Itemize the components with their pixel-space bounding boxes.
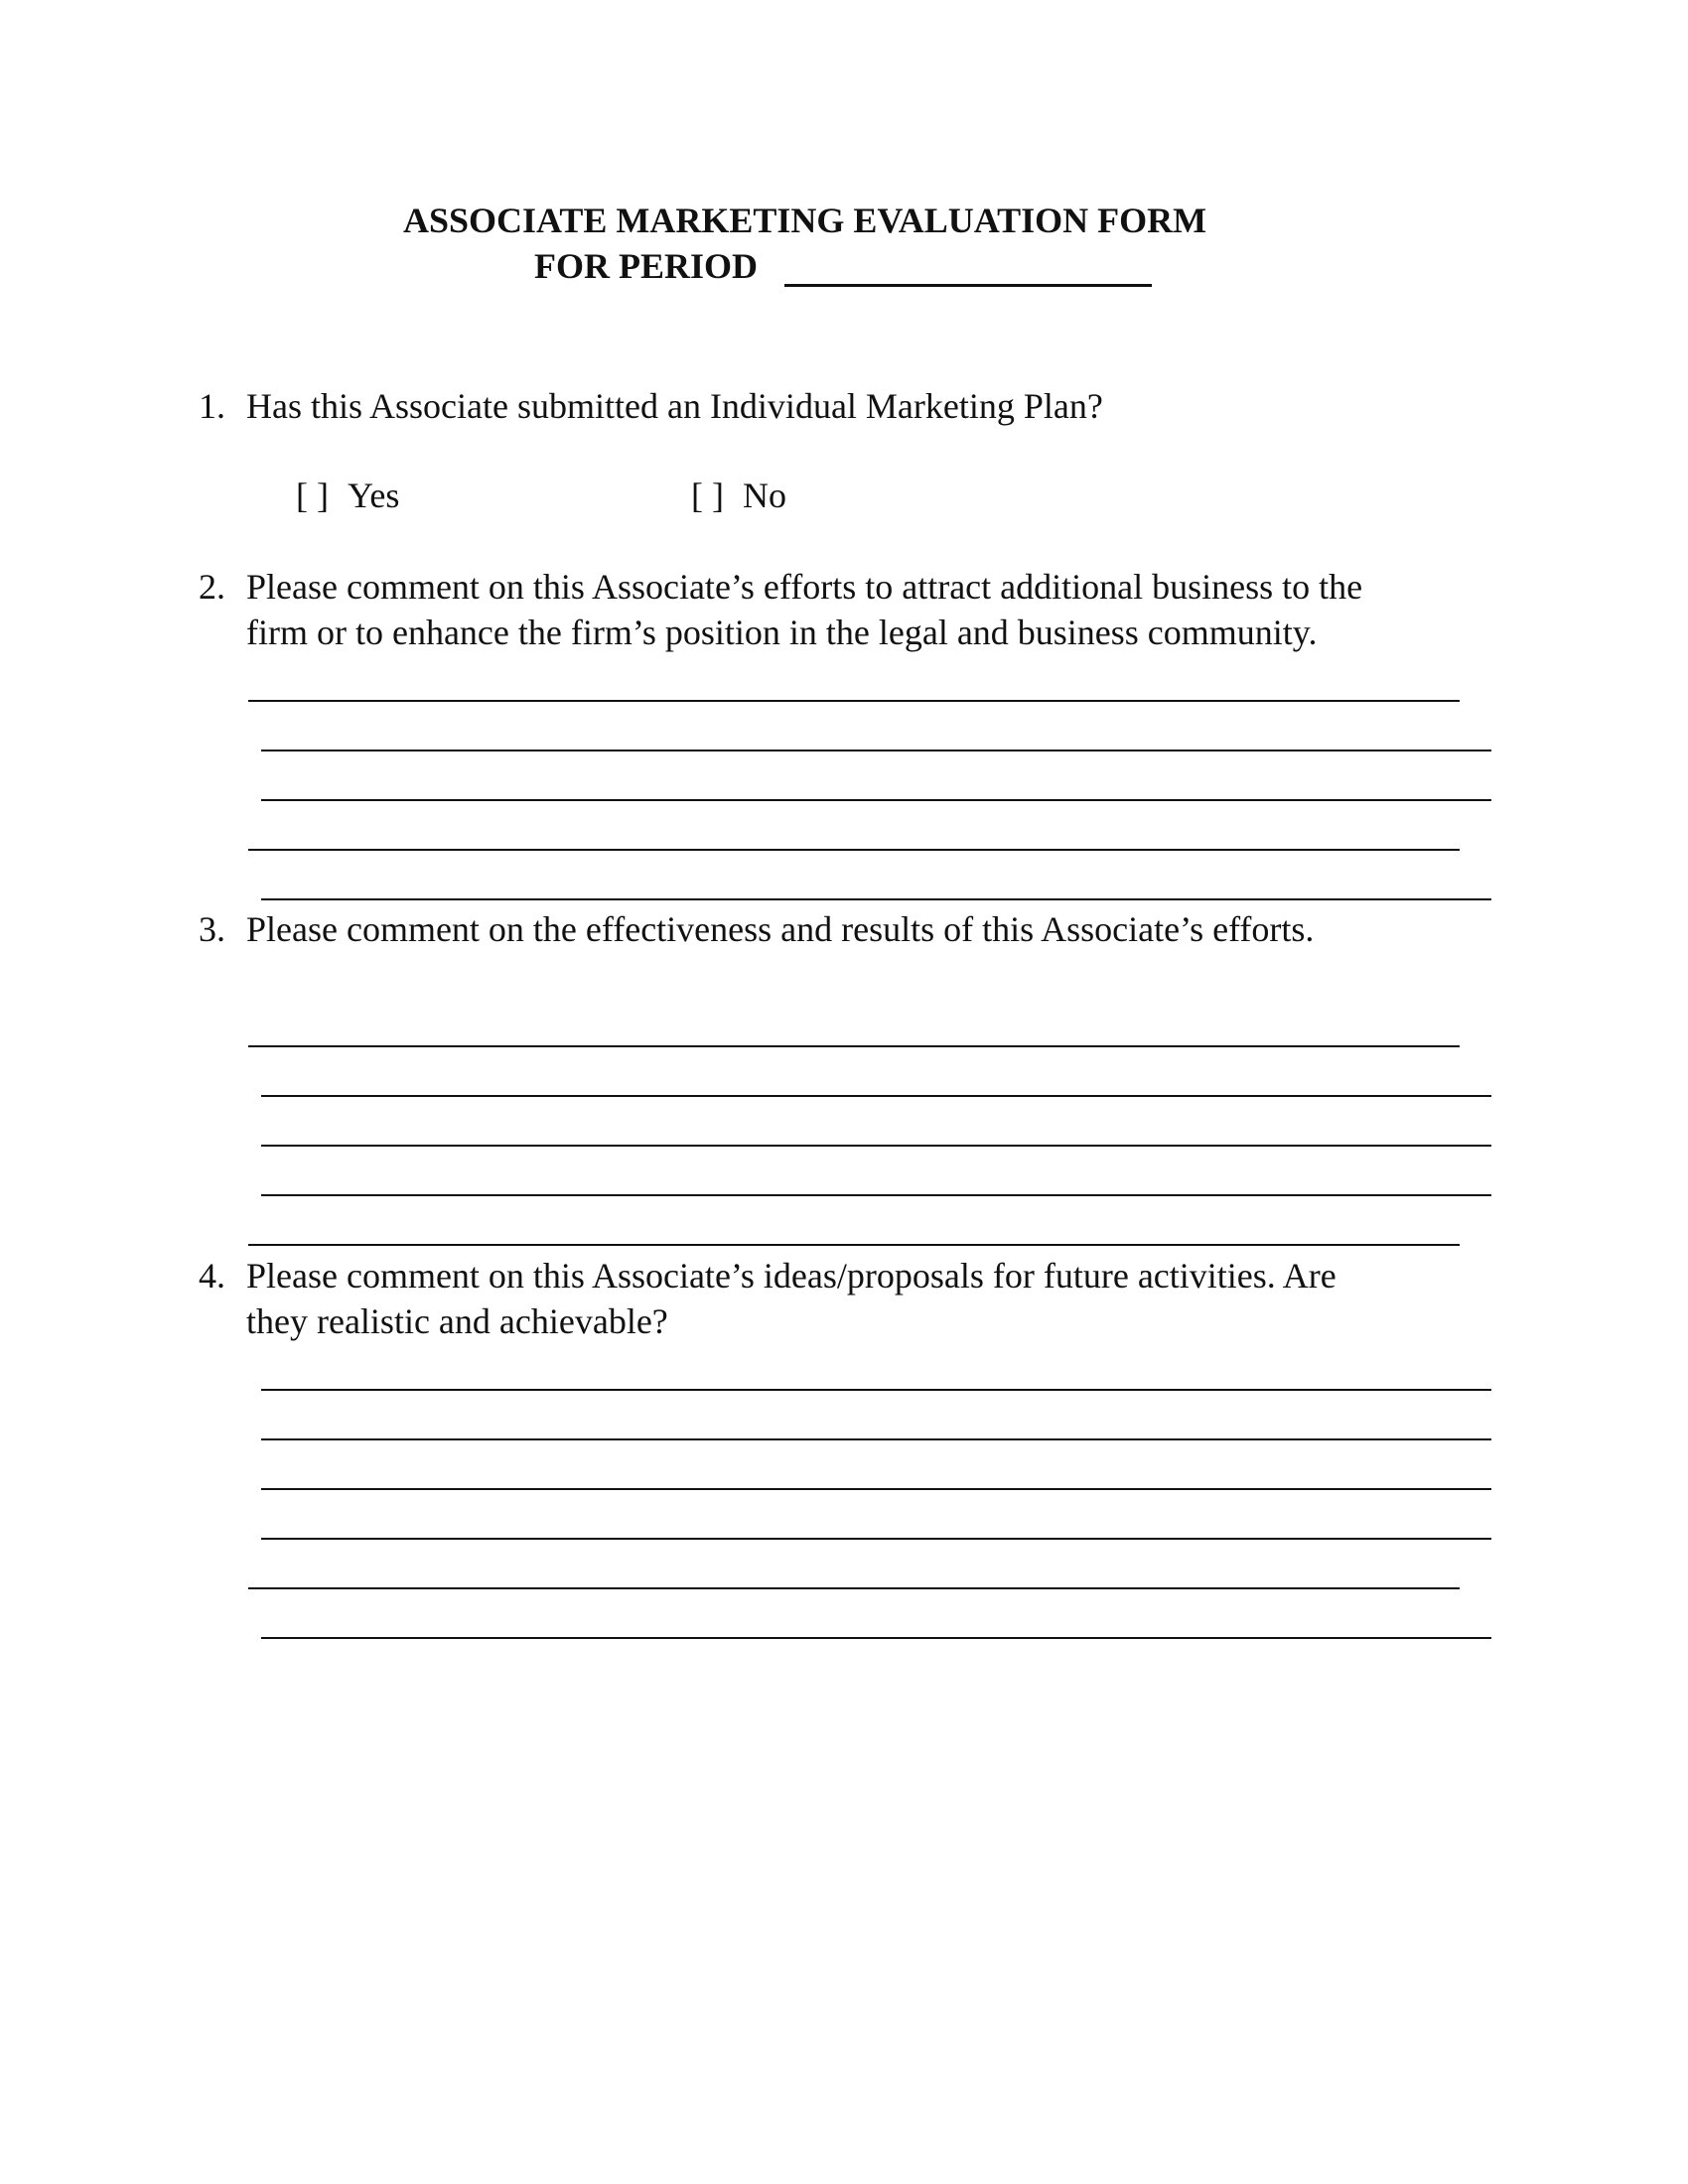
question-4-text-line2: they realistic and achievable?: [246, 1301, 668, 1341]
answer-line[interactable]: [248, 1587, 1460, 1589]
option-no-label: No: [743, 476, 786, 515]
question-4-number: 4.: [199, 1256, 225, 1296]
answer-line[interactable]: [248, 849, 1460, 851]
checkbox-yes[interactable]: [ ]: [296, 476, 329, 515]
question-4-text-line1: Please comment on this Associate’s ideas/proposals for future activities. Are: [246, 1256, 1336, 1296]
period-input-line[interactable]: [784, 284, 1152, 287]
option-no[interactable]: [691, 473, 786, 518]
option-yes[interactable]: [296, 473, 399, 518]
answer-line[interactable]: [261, 1145, 1491, 1147]
form-title: ASSOCIATE MARKETING EVALUATION FORM: [403, 201, 1207, 240]
checkbox-no[interactable]: [ ]: [691, 476, 724, 515]
question-2-number: 2.: [199, 567, 225, 607]
question-1-text: Has this Associate submitted an Individual Marketing Plan?: [246, 386, 1103, 426]
answer-line[interactable]: [261, 1538, 1491, 1540]
answer-line[interactable]: [261, 1438, 1491, 1440]
answer-line[interactable]: [248, 1244, 1460, 1246]
question-3-number: 3.: [199, 909, 225, 949]
answer-line[interactable]: [261, 799, 1491, 801]
answer-line[interactable]: [248, 1045, 1460, 1047]
answer-line[interactable]: [261, 1194, 1491, 1196]
question-2-text-line1: Please comment on this Associate’s efforts to attract additional business to the: [246, 567, 1363, 607]
answer-line[interactable]: [248, 700, 1460, 702]
answer-line[interactable]: [261, 1095, 1491, 1097]
answer-line[interactable]: [261, 1637, 1491, 1639]
answer-line[interactable]: [261, 750, 1491, 751]
answer-line[interactable]: [261, 898, 1491, 900]
option-yes-label: Yes: [348, 476, 400, 515]
answer-line[interactable]: [261, 1488, 1491, 1490]
question-2-text-line2: firm or to enhance the firm’s position in the legal and business community.: [246, 613, 1318, 652]
answer-line[interactable]: [261, 1389, 1491, 1391]
period-label: FOR PERIOD: [534, 246, 758, 286]
question-3-text: Please comment on the effectiveness and results of this Associate’s efforts.: [246, 909, 1315, 949]
question-1-number: 1.: [199, 386, 225, 426]
